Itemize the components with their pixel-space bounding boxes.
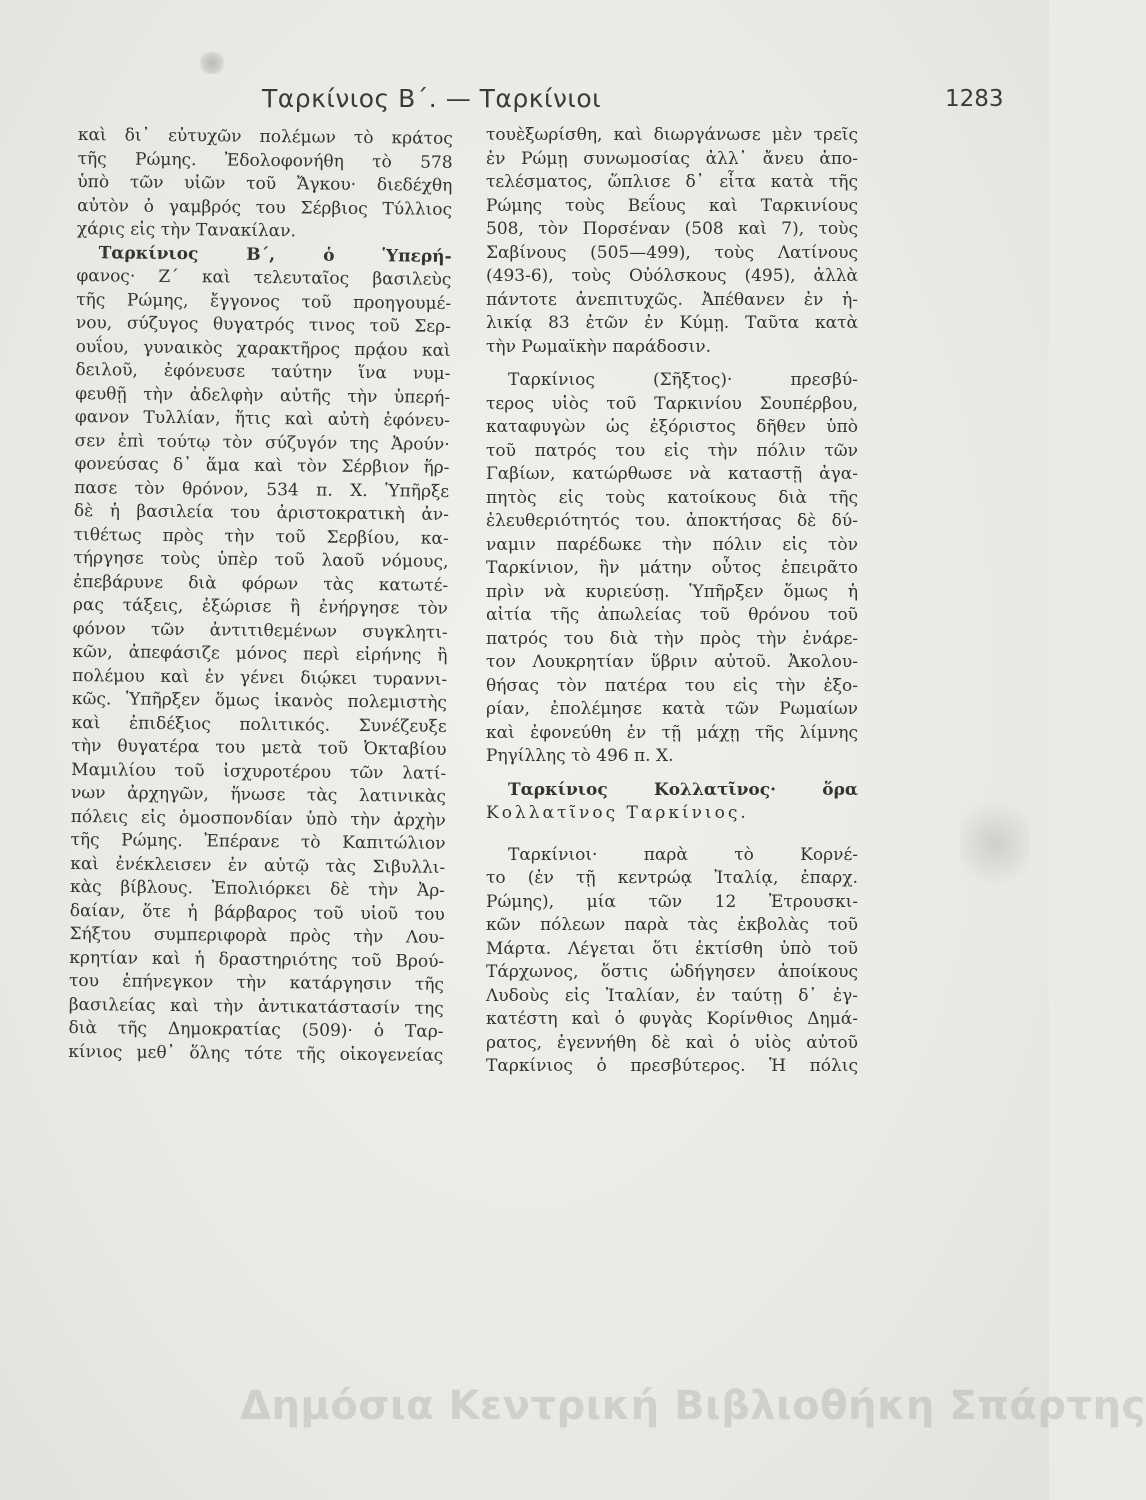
text-line: Ταρκίνιος ὁ πρεσβύτερος. Ἡ πόλις <box>486 1056 858 1076</box>
running-header <box>0 84 1049 120</box>
text-line: Μάρτα. Λέγεται ὅτι ἐκτίσθη ὑπὸ τοῦ <box>486 938 858 959</box>
text-line: 508, τὸν Πορσέναν (508 καὶ 7), τοὺς <box>486 219 858 239</box>
text-line: φανον Τυλλίαν, ἥτις καὶ αὐτὴ ἐφόνευ- <box>74 406 451 431</box>
text-line: φονεύσας δ᾽ ἅμα καὶ τὸν Σέρβιον ἥρ- <box>74 453 450 478</box>
text-line: δαίαν, ὅτε ἡ βάρβαρος τοῦ υἱοῦ του <box>69 900 445 925</box>
text-line: του ἐπήνεγκον τὴν κατάργησιν τῆς <box>68 970 445 995</box>
text-line: τον Λουκρητίαν ὕβριν αὐτοῦ. Ἀκολου- <box>486 652 858 672</box>
entry-headword-line: Ταρκίνιος Κολλατῖνος· ὅρα <box>508 779 858 800</box>
entry-headword-line: Ταρκίνιοι· παρὰ τὸ Κορνέ- <box>508 844 858 865</box>
text-line: νων ἀρχηγῶν, ἥνωσε τὰς λατινικὰς <box>70 782 447 807</box>
text-line: τὴν Ρωμαϊκὴν παράδοσιν. <box>486 336 711 357</box>
text-line: φόνον τῶν ἀντιτιθεμένων συγκλητι- <box>72 618 448 643</box>
text-line: θήσας τὸν πατέρα του εἰς τὴν ἐξο- <box>486 675 858 696</box>
text-line: καὶ δι᾽ εὐτυχῶν πολέμων τὸ κράτος <box>77 124 453 149</box>
text-line: Ρηγίλλης τὸ 496 π. Χ. <box>486 746 674 766</box>
text-line: ρίαν, ἐπολέμησε κατὰ τῶν Ρωμαίων <box>486 699 858 719</box>
text-line: τερος υἱὸς τοῦ Ταρκινίου Σουπέρβου, <box>486 393 858 414</box>
text-line: ἐπεβάρυνε διὰ φόρων τὰς κατωτέ- <box>73 571 449 596</box>
page-number: 1283 <box>945 86 1004 112</box>
text-line: καὶ ἐπιδέξιος πολιτικός. Συνέζευξε <box>71 712 447 737</box>
text-line: ρατος, ἐγεννήθη δὲ καὶ ὁ υἱὸς αὐτοῦ <box>486 1032 858 1053</box>
text-line: πόλεις εἰς ὁμοσπονδίαν ὑπὸ τὴν ἀρχὴν <box>70 806 446 831</box>
text-line: πολέμου καὶ ἐν γένει διῴκει τυραννι- <box>72 665 448 690</box>
text-line: κῶν πόλεων παρὰ τὰς ἐκβολὰς τοῦ <box>486 915 858 935</box>
text-line: καὶ ἐνέκλεισεν ἐν αὐτῷ τὰς Σιβυλλι- <box>70 853 446 878</box>
text-line: λικίᾳ 83 ἐτῶν ἐν Κύμῃ. Ταῦτα κατὰ <box>486 313 858 333</box>
text-line: κῶν, ἀπεφάσιζε μόνος περὶ εἰρήνης ἢ <box>72 641 448 666</box>
text-line: Γαβίων, κατώρθωσε νὰ καταστῇ ἀγα- <box>486 464 858 484</box>
text-line: Σήξτου συμπεριφορὰ πρὸς τὴν Λου- <box>69 923 445 948</box>
text-line: Λυδοὺς εἰς Ἰταλίαν, ἐν ταύτῃ δ᾽ ἐγ- <box>486 985 858 1006</box>
text-line: ναμιν παρέδωκε τὴν πόλιν εἰς τὸν <box>486 534 858 555</box>
text-line: κὰς βίβλους. Ἐπολιόρκει δὲ τὴν Ἀρ- <box>69 876 446 901</box>
text-line: Μαμιλίου τοῦ ἰσχυροτέρου τῶν λατί- <box>71 759 447 784</box>
text-line: κρητίαν καὶ ἡ δραστηριότης τοῦ Βρού- <box>69 947 445 972</box>
text-line: τὴν θυγατέρα του μετὰ τοῦ Ὀκταβίου <box>71 735 447 760</box>
text-line: ουΐου, γυναικὸς χαρακτῆρος πρᾴου καὶ <box>75 336 451 361</box>
text-line: τελέσματος, ὥπλισε δ᾽ εἶτα κατὰ τῆς <box>486 172 858 192</box>
text-line: αἰτία τῆς ἀπωλείας τοῦ θρόνου τοῦ <box>486 605 858 625</box>
text-line: τιθέτως πρὸς τὴν τοῦ Σερβίου, κα- <box>73 524 449 549</box>
text-line: τῆς Ρώμης. Ἐπέρανε τὸ Καπιτώλιον <box>70 829 446 854</box>
text-line: χάρις εἰς τὴν Τανακίλαν. <box>76 218 297 242</box>
text-line: Ρώμης τοὺς Βεΐους καὶ Ταρκινίους <box>486 195 858 216</box>
entry-headword-line: Ταρκίνιος (Σῆξτος)· πρεσβύ- <box>508 370 858 390</box>
text-line: πασε τὸν θρόνον, 534 π. Χ. Ὑπῆρξε <box>74 477 450 502</box>
text-line: φανος· Ζ΄ καὶ τελευταῖος βασιλεὺς <box>76 265 452 290</box>
text-line: το (ἐν τῇ κεντρώᾳ Ἰταλίᾳ, ἐπαρχ. <box>486 868 858 888</box>
text-line: πητὸς εἰς τοὺς κατοίκους διὰ τῆς <box>486 487 858 508</box>
header-title: Ταρκίνιος Β΄. — Ταρκίνιοι <box>262 84 602 113</box>
text-line: βασιλείας καὶ τὴν ἀντικατάστασίν της <box>68 994 444 1019</box>
text-line: πρὶν νὰ κυριεύσῃ. Ὑπῆρξεν ὅμως ἡ <box>486 581 858 602</box>
ink-stain <box>198 52 226 74</box>
text-line: κῶς. Ὑπῆρξεν ὅμως ἱκανὸς πολεμιστὴς <box>71 688 448 713</box>
library-watermark: Δημόσια Κεντρική Βιβλιοθήκη Σπάρτης <box>240 1383 1146 1429</box>
text-line: Ρώμης), μία τῶν 12 Ἐτρουσκι- <box>486 891 858 912</box>
page-stain <box>960 798 1030 888</box>
entry-headword-line: Ταρκίνιος Β΄, ὁ Ὑπερή- <box>98 242 452 267</box>
right-column <box>486 124 858 1079</box>
text-line: Κολλατῖνος Ταρκίνιος. <box>486 803 749 823</box>
text-line: ἐλευθεριότητός του. ἀποκτήσας δὲ δύ- <box>486 511 858 531</box>
text-line: (493-6), τοὺς Οὐόλσκους (495), ἀλλὰ <box>486 266 858 286</box>
text-line: Ταρκίνιον, ἣν μάτην οὗτος ἐπειρᾶτο <box>486 558 858 578</box>
text-line: ρας τάξεις, ἐξώρισε ἢ ἐνήργησε τὸν <box>72 594 449 619</box>
text-line: τῆς Ρώμης, ἔγγονος τοῦ προηγουμέ- <box>76 289 452 314</box>
text-line: δειλοῦ, ἐφόνευσε ταύτην ἵνα νυμ- <box>75 359 451 384</box>
text-line: τῆς Ρώμης. Ἐδολοφονήθη τὸ 578 <box>77 148 453 173</box>
text-line: κατέστη καὶ ὁ φυγὰς Κορίνθιος Δημά- <box>486 1009 858 1029</box>
text-line: φευθῇ τὴν ἀδελφὴν αὐτῆς τὴν ὑπερή- <box>75 383 451 408</box>
text-line: πατρός του διὰ τὴν πρὸς τὴν ἐνάρε- <box>486 628 858 649</box>
text-line: καταφυγὼν ὡς ἐξόριστος δῆθεν ὑπὸ <box>486 417 858 437</box>
left-column <box>68 124 453 1068</box>
text-line: τοῦ πατρός του εἰς τὴν πόλιν τῶν <box>486 440 858 461</box>
text-line: ὑπὸ τῶν υἱῶν τοῦ Ἄγκου· διεδέχθη <box>77 171 453 196</box>
text-line: Σαβίνους (505—499), τοὺς Λατίνους <box>486 242 858 263</box>
text-line: Τάρχωνος, ὅστις ὡδήγησεν ἀποίκους <box>486 962 858 982</box>
text-line: κίνιος μεθ᾽ ὅλης τότε τῆς οἰκογενείας <box>68 1041 444 1066</box>
text-line: πάντοτε ἀνεπιτυχῶς. Ἀπέθανεν ἐν ἡ- <box>486 289 858 310</box>
text-line: διὰ τῆς Δημοκρατίας (509)· ὁ Ταρ- <box>68 1017 444 1042</box>
text-line: νου, σύζυγος θυγατρός τινος τοῦ Σερ- <box>75 312 452 337</box>
text-line: καὶ ἐφονεύθη ἐν τῇ μάχῃ τῆς λίμνης <box>486 722 858 743</box>
text-line: σεν ἐπὶ τούτῳ τὸν σύζυγόν της Ἀρούν· <box>74 430 450 455</box>
text-line: ἐν Ρώμῃ συνωμοσίας ἀλλ᾽ ἄνευ ἀπο- <box>486 148 858 169</box>
text-line: δὲ ἡ βασιλεία του ἀριστοκρατικὴ ἀν- <box>73 500 450 525</box>
text-line: αὐτὸν ὁ γαμβρός του Σέρβιος Τύλλιος <box>77 195 453 220</box>
text-line: τουὲξωρίσθη, καὶ διωργάνωσε μὲν τρεῖς <box>486 125 858 145</box>
text-line: τήργησε τοὺς ὑπὲρ τοῦ λαοῦ νόμους, <box>73 547 449 572</box>
